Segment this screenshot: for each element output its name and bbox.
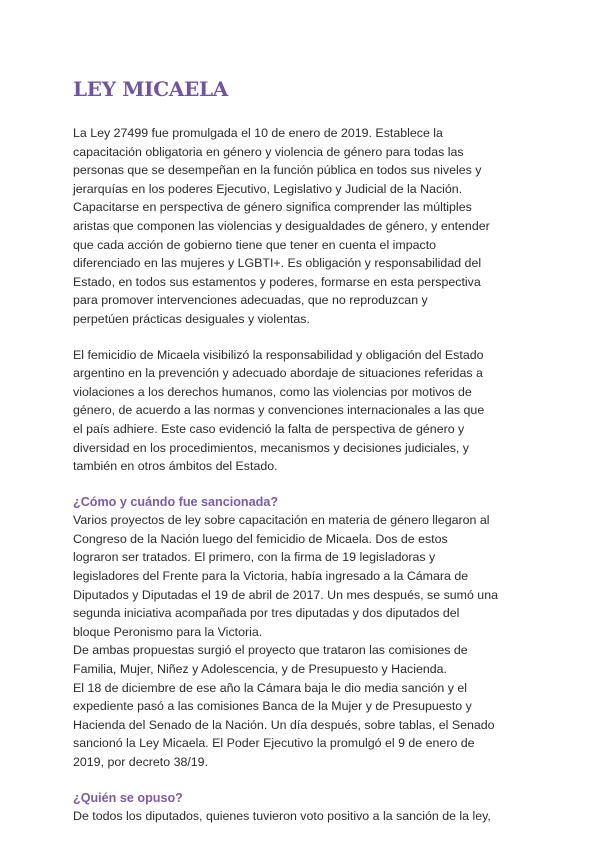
text-line: personas que se desempeñan en la función pública en todos sus niveles y bbox=[73, 163, 482, 178]
text-line: sancionó la Ley Micaela. El Poder Ejecutivo la promulgó el 9 de enero de bbox=[73, 736, 475, 751]
intro-paragraph bbox=[73, 124, 533, 329]
text-line: El 18 de diciembre de ese año la Cámara baja le dio media sanción y el bbox=[73, 680, 467, 695]
text-line: Estado, en todos sus estamentos y poderes, formarse en esta perspectiva bbox=[73, 274, 481, 289]
text-line: aristas que componen las violencias y desigualdades de género, y entender bbox=[73, 218, 490, 233]
paragraph-spacer bbox=[73, 329, 533, 346]
document-body bbox=[73, 124, 533, 826]
text-line: violaciones a los derechos humanos, como las violencias por motivos de bbox=[73, 384, 472, 399]
text-line: bloque Peronismo para la Victoria. bbox=[73, 624, 263, 639]
page-title: LEY MICAELA bbox=[73, 77, 229, 101]
text-line: Familia, Mujer, Niñez y Adolescencia, y de Presupuesto y Hacienda. bbox=[73, 662, 447, 677]
text-line: diferenciado en las mujeres y LGBTI+. Es obligación y responsabilidad del bbox=[73, 256, 482, 271]
text-line: La Ley 27499 fue promulgada el 10 de enero de 2019. Establece la bbox=[73, 126, 443, 140]
section-heading-how-when: ¿Cómo y cuándo fue sancionada? bbox=[73, 494, 279, 509]
text-line: diversidad en los procedimientos, mecanismos y decisiones judiciales, y bbox=[73, 440, 469, 455]
text-line: perpetúen prácticas desiguales y violentas. bbox=[73, 311, 310, 326]
text-line: lograron ser tratados. El primero, con la firma de 19 legisladoras y bbox=[73, 550, 436, 565]
text-line: expediente pasó a las comisiones Banca de la Mujer y de Presupuesto y bbox=[73, 699, 472, 714]
text-line: el país adhiere. Este caso evidenció la falta de perspectiva de género y bbox=[73, 421, 465, 436]
text-line: capacitación obligatoria en género y violencia de género para todas las bbox=[73, 144, 464, 159]
section-paragraph bbox=[73, 641, 533, 678]
text-line: Hacienda del Senado de la Nación. Un día después, sobre tablas, el Senado bbox=[73, 717, 495, 732]
text-line: para promover intervenciones adecuadas, que no reproduzcan y bbox=[73, 293, 428, 308]
text-line: Varios proyectos de ley sobre capacitación en materia de género llegaron al bbox=[73, 513, 490, 528]
paragraph-spacer bbox=[73, 476, 533, 493]
section-paragraph bbox=[73, 679, 533, 772]
section-paragraph bbox=[73, 807, 533, 826]
section-paragraph bbox=[73, 511, 533, 641]
text-line: Capacitarse en perspectiva de género significa comprender las múltiples bbox=[73, 200, 472, 215]
paragraph-spacer bbox=[73, 772, 533, 789]
text-line: jerarquías en los poderes Ejecutivo, Legislativo y Judicial de la Nación. bbox=[73, 181, 463, 196]
section-heading-who-opposed: ¿Quién se opuso? bbox=[73, 790, 183, 805]
text-line: también en otros ámbitos del Estado. bbox=[73, 459, 278, 474]
text-line: El femicidio de Micaela visibilizó la responsabilidad y obligación del Estado bbox=[73, 347, 484, 362]
text-line: legisladores del Frente para la Victoria, había ingresado a la Cámara de bbox=[73, 569, 469, 584]
femicide-paragraph bbox=[73, 346, 533, 476]
text-line: Congreso de la Nación luego del femicidio de Micaela. Dos de estos bbox=[73, 531, 448, 546]
text-line: segunda iniciativa acompañada por tres diputadas y dos diputados del bbox=[73, 606, 460, 621]
text-line: argentino en la prevención y adecuado abordaje de situaciones referidas a bbox=[73, 366, 483, 381]
text-line: género, de acuerdo a las normas y convenciones internacionales a las que bbox=[73, 403, 485, 418]
text-line: 2019, por decreto 38/19. bbox=[73, 755, 209, 769]
text-line: que cada acción de gobierno tiene que tener en cuenta el impacto bbox=[73, 237, 437, 252]
text-line: Diputados y Diputadas el 19 de abril de 2017. Un mes después, se sumó una bbox=[73, 587, 498, 602]
text-line: De todos los diputados, quienes tuvieron voto positivo a la sanción de la ley, bbox=[73, 809, 491, 824]
text-line: De ambas propuestas surgió el proyecto que trataron las comisiones de bbox=[73, 643, 468, 658]
